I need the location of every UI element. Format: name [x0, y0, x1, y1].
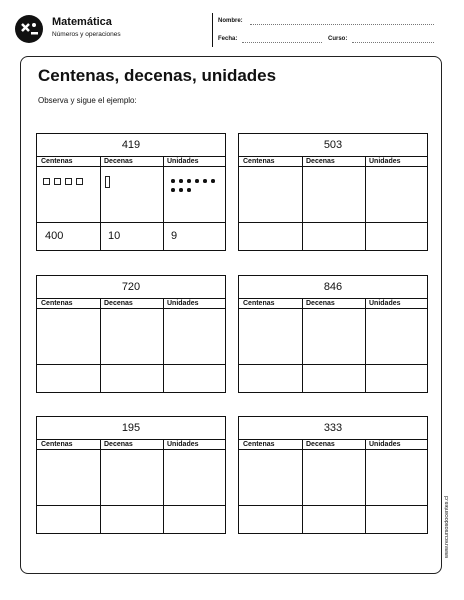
logo-icon	[14, 14, 44, 44]
hundred-square-icon	[65, 178, 72, 185]
nombre-field[interactable]	[250, 24, 434, 25]
column-divider	[163, 439, 164, 533]
row-divider	[239, 222, 427, 223]
header-subtitle: Números y operaciones	[52, 31, 121, 38]
unit-dot-icon	[203, 179, 207, 183]
column-header: Centenas	[239, 298, 302, 309]
column-divider	[100, 156, 101, 250]
column-divider	[365, 439, 366, 533]
column-header: Centenas	[239, 156, 302, 167]
row-divider	[37, 364, 225, 365]
column-divider	[100, 298, 101, 392]
column-header: Decenas	[302, 439, 365, 450]
curso-label: Curso:	[328, 36, 348, 42]
website-text: www.recursosdocentes.cl	[444, 495, 450, 558]
nombre-label: Nombre:	[218, 18, 243, 24]
column-header: Decenas	[100, 439, 163, 450]
curso-field[interactable]	[352, 42, 434, 43]
column-divider	[163, 298, 164, 392]
unit-dot-icon	[171, 179, 175, 183]
fecha-field[interactable]	[242, 42, 322, 43]
column-header: Decenas	[100, 298, 163, 309]
place-value-table	[36, 133, 226, 251]
place-value-table	[36, 275, 226, 393]
column-header: Decenas	[302, 298, 365, 309]
answer-cell[interactable]: 400	[45, 230, 64, 242]
row-divider	[239, 364, 427, 365]
column-header: Centenas	[37, 156, 100, 167]
page-title: Centenas, decenas, unidades	[38, 66, 277, 85]
header-title: Matemática	[52, 16, 112, 28]
column-header: Centenas	[37, 439, 100, 450]
hundred-square-icon	[43, 178, 50, 185]
unit-dot-icon	[171, 188, 175, 192]
table-number: 419	[37, 134, 225, 157]
column-header: Decenas	[302, 156, 365, 167]
column-header: Unidades	[365, 439, 427, 450]
place-value-table	[238, 275, 428, 393]
place-value-table	[238, 416, 428, 534]
column-header: Unidades	[365, 298, 427, 309]
column-divider	[302, 298, 303, 392]
column-divider	[100, 439, 101, 533]
table-number: 846	[239, 276, 427, 299]
hundred-square-icon	[76, 178, 83, 185]
unit-dot-icon	[179, 188, 183, 192]
answer-cell[interactable]: 10	[108, 230, 121, 242]
unit-dot-icon	[187, 188, 191, 192]
unit-dot-icon	[211, 179, 215, 183]
column-header: Unidades	[365, 156, 427, 167]
ten-bar-icon	[105, 176, 110, 188]
unit-dot-icon	[195, 179, 199, 183]
row-divider	[37, 222, 225, 223]
column-header: Decenas	[100, 156, 163, 167]
table-number: 503	[239, 134, 427, 157]
column-header: Unidades	[163, 156, 225, 167]
fecha-label: Fecha:	[218, 36, 238, 42]
row-divider	[37, 505, 225, 506]
answer-cell[interactable]: 9	[171, 230, 178, 242]
column-header: Unidades	[163, 298, 225, 309]
table-number: 195	[37, 417, 225, 440]
column-divider	[163, 156, 164, 250]
instruction-text: Observa y sigue el ejemplo:	[38, 96, 137, 105]
column-divider	[365, 298, 366, 392]
hundred-square-icon	[54, 178, 61, 185]
header-divider	[212, 13, 213, 47]
column-header: Centenas	[37, 298, 100, 309]
unit-dot-icon	[179, 179, 183, 183]
place-value-table	[238, 133, 428, 251]
table-number: 720	[37, 276, 225, 299]
column-divider	[365, 156, 366, 250]
place-value-table	[36, 416, 226, 534]
column-divider	[302, 439, 303, 533]
table-number: 333	[239, 417, 427, 440]
column-header: Unidades	[163, 439, 225, 450]
column-divider	[302, 156, 303, 250]
unit-dot-icon	[187, 179, 191, 183]
column-header: Centenas	[239, 439, 302, 450]
row-divider	[239, 505, 427, 506]
